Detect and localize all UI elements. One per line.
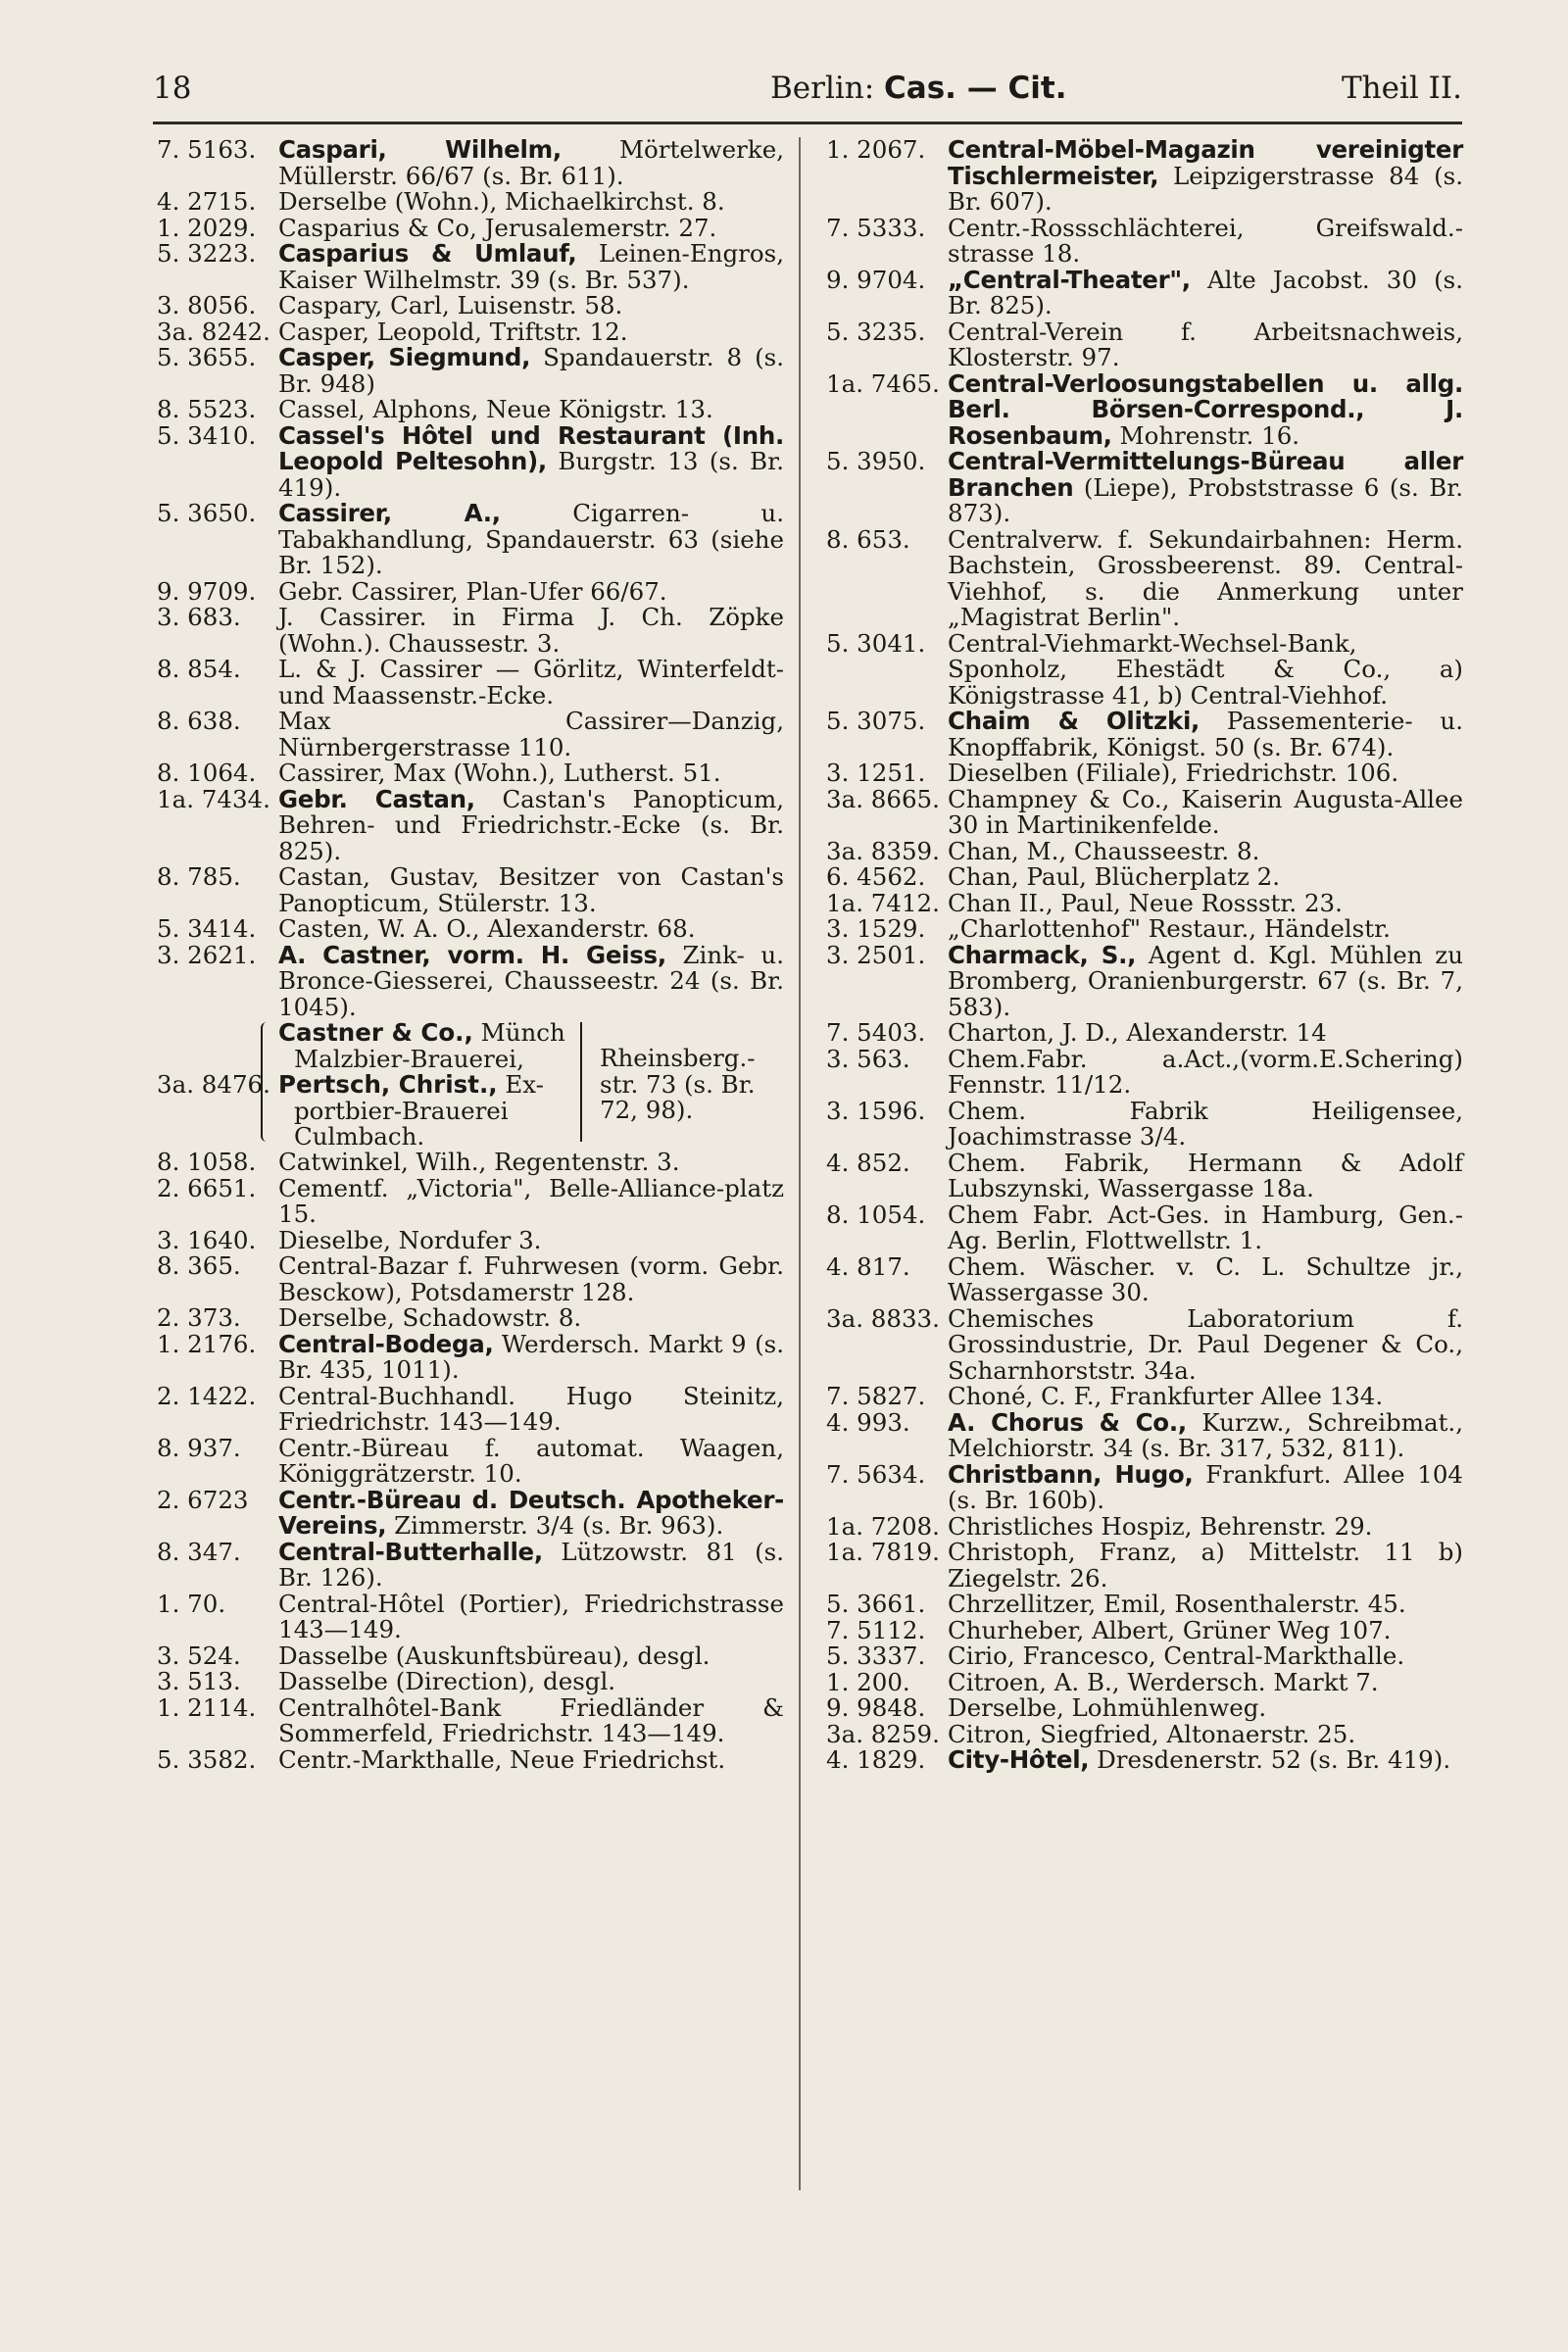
entry-number: 3. 1529. bbox=[826, 914, 926, 943]
directory-entry bbox=[157, 397, 784, 423]
directory-entry bbox=[826, 1747, 1463, 1774]
directory-entry bbox=[157, 189, 784, 216]
entry-number: 2. 6651. bbox=[157, 1173, 257, 1202]
entry-text: L. & J. Cassirer — Görlitz, Winterfeldt- und Maassenstr.-Ecke. bbox=[278, 655, 784, 710]
entry-number: 9. 9709. bbox=[157, 576, 257, 606]
entry-name: Central-Bodega, bbox=[278, 1329, 494, 1358]
entry-text: Dasselbe (Direction), desgl. bbox=[278, 1667, 616, 1695]
group-line bbox=[278, 1020, 582, 1047]
page-number: 18 bbox=[153, 71, 192, 106]
entry-number: 1a. 7465. bbox=[826, 368, 940, 398]
entry-number: 3. 8056. bbox=[157, 291, 257, 319]
entry-number: 1. 70. bbox=[157, 1589, 226, 1618]
entry-number: 3. 513. bbox=[157, 1667, 241, 1695]
entry-name: Cassel's Hôtel und Restaurant (Inh. Leopold Peltesohn), bbox=[278, 420, 784, 475]
directory-entry bbox=[826, 760, 1463, 787]
entry-number: 1a. 7412. bbox=[826, 888, 940, 917]
entry-text: Chem. Fabrik, Hermann & Adolf Lubszynski, Wassergasse 18a. bbox=[948, 1148, 1463, 1202]
entry-name: Charmack, S., bbox=[948, 940, 1137, 969]
directory-entry bbox=[826, 628, 1463, 710]
directory-entry bbox=[826, 1202, 1463, 1254]
entry-text: Central-Buchhandl. Hugo Steinitz, Friedrichstr. 143—149. bbox=[278, 1381, 784, 1436]
directory-entry bbox=[826, 1044, 1463, 1099]
entry-text: Christliches Hospiz, Behrenstr. 29. bbox=[948, 1511, 1373, 1541]
directory-entry bbox=[826, 213, 1463, 268]
entry-number: 3. 2501. bbox=[826, 940, 926, 969]
directory-entry bbox=[157, 916, 784, 943]
entry-name: Centr.-Büreau d. Deutsch. Apotheker-Vereins, bbox=[278, 1485, 784, 1540]
entry-text: Alte Jacobst. 30 (s. Br. 825). bbox=[948, 265, 1463, 319]
directory-entry bbox=[826, 1303, 1463, 1385]
entry-name: Central-Butterhalle, bbox=[278, 1537, 543, 1566]
entry-number: 8. 1054. bbox=[826, 1200, 926, 1229]
entry-name: A. Castner, vorm. H. Geiss, bbox=[278, 940, 666, 969]
entry-number: 6. 4562. bbox=[826, 862, 926, 891]
entry-number: 8. 1058. bbox=[157, 1148, 257, 1176]
entry-number: 3. 524. bbox=[157, 1641, 241, 1670]
entry-number: 3a. 8833. bbox=[826, 1303, 940, 1333]
entry-text: Castan's Panopticum, Behren- und Friedrichstr.-Ecke (s. Br. 825). bbox=[278, 784, 784, 865]
entry-text: Dasselbe (Auskunftsbüreau), desgl. bbox=[278, 1641, 710, 1670]
entry-text: Dresdenerstr. 52 (s. Br. 419). bbox=[1097, 1745, 1451, 1774]
entry-text: Dieselben (Filiale), Friedrichstr. 106. bbox=[948, 759, 1399, 787]
entry-text: Münch bbox=[480, 1018, 565, 1047]
entry-number: 9. 9848. bbox=[826, 1693, 926, 1722]
entry-number: 1. 2029. bbox=[157, 213, 257, 242]
entry-text: Cassel, Alphons, Neue Königstr. 13. bbox=[278, 395, 713, 423]
entry-number: 8. 365. bbox=[157, 1251, 241, 1280]
entry-text: Centr.-Rossschlächterei, Greifswald.-strasse 18. bbox=[948, 213, 1463, 268]
entry-number: 4. 817. bbox=[826, 1251, 910, 1281]
entry-number: 8. 347. bbox=[157, 1537, 241, 1566]
directory-entry bbox=[157, 940, 785, 1021]
column-divider bbox=[799, 137, 801, 2190]
entry-number: 5. 3337. bbox=[826, 1642, 926, 1670]
entry-text: J. Cassirer. in Firma J. Ch. Zöpke (Wohn.). Chaussestr. 3. bbox=[278, 603, 784, 658]
entry-number: 7. 5403. bbox=[826, 1018, 926, 1047]
directory-entry bbox=[826, 1148, 1463, 1202]
directory-entry bbox=[157, 319, 784, 346]
entry-text: Chemisches Laboratorium f. Grossindustrie, Dr. Paul Degener & Co., Scharnhorststr. 34a. bbox=[948, 1303, 1463, 1385]
entry-text: Centr.-Markthalle, Neue Friedrichst. bbox=[278, 1744, 726, 1774]
directory-entry bbox=[157, 605, 784, 657]
entry-number: 3. 1640. bbox=[157, 1225, 257, 1254]
entry-number: 5. 3410. bbox=[157, 420, 257, 450]
directory-entry bbox=[826, 1096, 1463, 1151]
directory-entry bbox=[826, 1511, 1463, 1541]
group-line: Culmbach. bbox=[294, 1122, 425, 1151]
entry-text: Leinen-Engros, Kaiser Wilhelmstr. 39 (s. Br. 537). bbox=[278, 239, 784, 294]
directory-entry bbox=[157, 864, 784, 916]
entry-text: Frankfurt. Allee 104 (s. Br. 160b). bbox=[948, 1459, 1463, 1514]
grouped-entry-names bbox=[278, 1020, 582, 1151]
entry-number: 1. 2114. bbox=[157, 1692, 257, 1722]
directory-entry bbox=[157, 1744, 784, 1774]
directory-entry bbox=[157, 293, 784, 319]
directory-entry bbox=[157, 1173, 784, 1228]
entry-name: Casper, Siegmund, bbox=[278, 343, 531, 371]
entry-number: 1a. 7434. bbox=[157, 784, 270, 813]
directory-entry bbox=[826, 368, 1463, 450]
entry-name: Central-Verloosungstabellen u. allg. Berl. Börsen-Correspond., J. Rosenbaum, bbox=[948, 368, 1463, 450]
directory-entry bbox=[826, 1251, 1463, 1306]
entry-name: Gebr. Castan, bbox=[278, 784, 475, 813]
entry-text: Werdersch. Markt 9 (s. Br. 435, 1011). bbox=[278, 1329, 784, 1384]
entry-text: Mohrenstr. 16. bbox=[1119, 420, 1300, 450]
directory-entry bbox=[826, 449, 1463, 527]
entry-number: 9. 9704. bbox=[826, 265, 926, 294]
directory-entry bbox=[826, 1020, 1463, 1047]
entry-text: „Charlottenhof" Restaur., Händelstr. bbox=[948, 914, 1391, 943]
entry-number: 5. 3041. bbox=[826, 628, 926, 658]
entry-name: Cassirer, A., bbox=[278, 499, 501, 527]
entry-text: Champney & Co., Kaiserin Augusta-Allee 30 in Martinikenfelde. bbox=[948, 784, 1463, 839]
directory-entry bbox=[826, 524, 1463, 631]
entry-text: Ex- bbox=[505, 1070, 544, 1099]
directory-entry bbox=[826, 1667, 1463, 1696]
directory-entry bbox=[157, 1669, 784, 1695]
directory-entry bbox=[826, 319, 1463, 371]
directory-entry bbox=[157, 420, 784, 502]
entry-text: Castan, Gustav, Besitzer von Castan's Panopticum, Stülerstr. 13. bbox=[278, 862, 784, 917]
directory-entry bbox=[826, 1719, 1463, 1748]
directory-entry bbox=[826, 265, 1463, 319]
entry-number: 7. 5112. bbox=[826, 1615, 926, 1644]
entry-number: 7. 5634. bbox=[826, 1459, 926, 1489]
entry-number: 5. 3650. bbox=[157, 499, 257, 527]
right-entry-list bbox=[826, 137, 1463, 1774]
directory-entry bbox=[826, 888, 1463, 917]
entry-text: Lützowstr. 81 (s. Br. 126). bbox=[278, 1537, 785, 1592]
entry-number: 3. 2621. bbox=[157, 940, 257, 969]
directory-entry bbox=[157, 760, 784, 787]
directory-entry bbox=[157, 1485, 784, 1540]
entry-text: Catwinkel, Wilh., Regentenstr. 3. bbox=[278, 1148, 680, 1176]
entry-number: 5. 3661. bbox=[826, 1590, 926, 1618]
directory-entry bbox=[826, 1459, 1463, 1514]
entry-text: Zimmerstr. 3/4 (s. Br. 963). bbox=[394, 1511, 724, 1540]
entry-text: (Liepe), Probststrasse 6 (s. Br. 873). bbox=[948, 472, 1464, 527]
entry-number: 3. 1251. bbox=[826, 759, 926, 787]
left-brace bbox=[261, 1022, 272, 1142]
left-entry-list bbox=[157, 137, 784, 1020]
entry-text: Churheber, Albert, Grüner Weg 107. bbox=[948, 1615, 1392, 1644]
entry-text: Charton, J. D., Alexanderstr. 14 bbox=[948, 1018, 1327, 1047]
entry-text: Zink- u. Bronce-Giesserei, Chausseestr. 24 (s. Br. 1045). bbox=[278, 940, 785, 1021]
entry-name: City-Hôtel, bbox=[948, 1745, 1090, 1774]
volume-part: Theil II. bbox=[1341, 71, 1462, 106]
entry-text: Casten, W. A. O., Alexanderstr. 68. bbox=[278, 914, 696, 943]
entry-name: Christbann, Hugo, bbox=[948, 1459, 1194, 1489]
directory-entry bbox=[826, 1407, 1463, 1462]
entry-number: 7. 5827. bbox=[826, 1382, 926, 1410]
directory-entry bbox=[826, 1592, 1463, 1618]
directory-entry bbox=[157, 1643, 784, 1670]
entry-text: Chem Fabr. Act-Ges. in Hamburg, Gen.-Ag. Berlin, Flottwellstr. 1. bbox=[948, 1200, 1463, 1254]
entry-text: Chan II., Paul, Neue Rossstr. 23. bbox=[948, 888, 1343, 917]
directory-entry bbox=[157, 1329, 784, 1384]
directory-entry bbox=[826, 1643, 1463, 1670]
entry-text: Choné, C. F., Frankfurter Allee 134. bbox=[948, 1382, 1384, 1410]
right-column bbox=[826, 137, 1463, 1774]
entry-text: Chrzellitzer, Emil, Rosenthalerstr. 45. bbox=[948, 1590, 1406, 1618]
entry-name: „Central-Theater", bbox=[948, 265, 1191, 294]
entry-text: Centralverw. f. Sekundairbahnen: Herm. Bachstein, Grossbeerenst. 89. Central-Viehhof, s. die Anmerkung unter „Magistrat Berlin". bbox=[948, 524, 1463, 631]
entry-number: 2. 1422. bbox=[157, 1381, 257, 1410]
entry-number: 1a. 7208. bbox=[826, 1511, 940, 1541]
entry-text: Chem.Fabr. a.Act.,(vorm.E.Schering) Fennstr. 11/12. bbox=[948, 1044, 1463, 1099]
entry-text: Central-Viehmarkt-Wechsel-Bank, Sponholz, Ehestädt & Co., a) Königstrasse 41, b) Central-Viehhof. bbox=[948, 628, 1463, 710]
entry-number: 5. 3582. bbox=[157, 1744, 257, 1774]
entry-text: Derselbe, Lohmühlenweg. bbox=[948, 1693, 1267, 1722]
directory-entry bbox=[157, 241, 784, 293]
entry-text: Cassirer, Max (Wohn.), Lutherst. 51. bbox=[278, 759, 721, 787]
entry-text: Derselbe, Schadowstr. 8. bbox=[278, 1303, 582, 1332]
entry-number: 1. 200. bbox=[826, 1667, 910, 1696]
entry-name: A. Chorus & Co., bbox=[948, 1407, 1187, 1437]
entry-number: 5. 3655. bbox=[157, 343, 257, 371]
entry-text: Chan, Paul, Blücherplatz 2. bbox=[948, 862, 1281, 891]
directory-entry bbox=[157, 345, 784, 397]
entry-text: Leipzigerstrasse 84 (s. Br. 607). bbox=[948, 161, 1463, 216]
header-rule bbox=[153, 122, 1462, 124]
entry-text: Burgstr. 13 (s. Br. 419). bbox=[278, 447, 784, 502]
directory-entry bbox=[157, 784, 784, 865]
directory-entry bbox=[826, 916, 1463, 943]
entry-number: 8. 785. bbox=[157, 862, 241, 891]
entry-range: Cas. — Cit. bbox=[884, 71, 1067, 106]
entry-text: Max Cassirer—Danzig, Nürnbergerstrasse 110. bbox=[278, 707, 784, 761]
entry-name: Pertsch, Christ., bbox=[278, 1070, 498, 1099]
directory-entry bbox=[826, 784, 1463, 839]
entry-number: 3a. 8476. bbox=[157, 1070, 270, 1099]
entry-number: 3. 563. bbox=[826, 1044, 910, 1073]
entry-name: Castner & Co., bbox=[278, 1018, 473, 1047]
entry-number: 8. 653. bbox=[826, 524, 910, 554]
entry-text: Chem. Wäscher. v. C. L. Schultze jr., Wassergasse 30. bbox=[948, 1251, 1463, 1306]
directory-entry bbox=[826, 1615, 1463, 1644]
entry-number: 7. 5163. bbox=[157, 135, 257, 164]
entry-text: Cirio, Francesco, Central-Markthalle. bbox=[948, 1642, 1405, 1670]
entry-number: 8. 854. bbox=[157, 655, 241, 683]
entry-text: Casparius & Co, Jerusalemerstr. 27. bbox=[278, 213, 717, 242]
entry-text: Derselbe (Wohn.), Michaelkirchst. 8. bbox=[278, 187, 725, 216]
entry-text: Spandauerstr. 8 (s. Br. 948) bbox=[278, 343, 784, 398]
entry-name: Caspari, Wilhelm, bbox=[278, 135, 562, 164]
entry-number: 2. 6723 bbox=[157, 1485, 249, 1514]
entry-name: Central-Vermittelungs-Büreau aller Branchen bbox=[948, 447, 1463, 502]
directory-entry bbox=[157, 213, 784, 242]
entry-number: 3a. 8242. bbox=[157, 317, 270, 346]
entry-number: 5. 3950. bbox=[826, 447, 926, 475]
entry-name: Central-Möbel-Magazin vereinigter Tischlermeister, bbox=[948, 135, 1463, 190]
entry-number: 5. 3075. bbox=[826, 707, 926, 735]
entry-number: 1. 2176. bbox=[157, 1329, 257, 1358]
left-entry-list-continued bbox=[157, 1150, 784, 1773]
group-address: Rheinsberg.-str. 73 (s. Br. 72, 98). bbox=[600, 1044, 756, 1124]
directory-entry bbox=[826, 709, 1463, 760]
directory-entry bbox=[157, 709, 784, 760]
entry-text: Casper, Leopold, Triftstr. 12. bbox=[278, 317, 628, 346]
entry-text: Christoph, Franz, a) Mittelstr. 11 b) Ziegelstr. 26. bbox=[948, 1538, 1463, 1592]
directory-entry bbox=[826, 1695, 1463, 1722]
entry-number: 5. 3235. bbox=[826, 317, 926, 346]
entry-number: 8. 1064. bbox=[157, 759, 257, 787]
directory-entry bbox=[826, 1540, 1463, 1592]
directory-entry bbox=[157, 1692, 784, 1747]
directory-entry bbox=[826, 836, 1463, 865]
entry-number: 3a. 8665. bbox=[826, 784, 940, 813]
entry-text: Centr.-Büreau f. automat. Waagen, Königgrätzerstr. 10. bbox=[278, 1433, 784, 1488]
directory-entry bbox=[157, 1589, 784, 1643]
directory-entry bbox=[157, 501, 784, 579]
entry-number: 3a. 8259. bbox=[826, 1719, 940, 1748]
entry-number: 8. 638. bbox=[157, 707, 241, 735]
directory-entry bbox=[157, 1305, 784, 1332]
entry-number: 8. 5523. bbox=[157, 395, 257, 423]
directory-entry bbox=[157, 1433, 784, 1488]
city-label: Berlin: bbox=[770, 71, 875, 106]
directory-entry bbox=[826, 864, 1463, 891]
entry-text: Chem. Fabrik Heiligensee, Joachimstrasse 3/4. bbox=[948, 1096, 1463, 1151]
directory-entry bbox=[157, 137, 784, 189]
entry-name: Casparius & Umlauf, bbox=[278, 239, 577, 268]
entry-text: Central-Verein f. Arbeitsnachweis, Klosterstr. 97. bbox=[948, 317, 1463, 371]
entry-number: 3a. 8359. bbox=[826, 836, 940, 865]
entry-text: Passementerie- u. Knopffabrik, Königst. 50 (s. Br. 674). bbox=[948, 707, 1463, 761]
entry-number: 2. 373. bbox=[157, 1303, 241, 1332]
entry-number: 4. 2715. bbox=[157, 187, 257, 216]
directory-entry bbox=[157, 576, 784, 606]
directory-entry bbox=[826, 1384, 1463, 1410]
entry-number: 4. 993. bbox=[826, 1407, 910, 1437]
group-line bbox=[278, 1072, 582, 1099]
entry-name: Chaim & Olitzki, bbox=[948, 707, 1200, 735]
directory-entry bbox=[157, 1381, 784, 1436]
entry-number: 5. 3223. bbox=[157, 239, 257, 268]
directory-entry bbox=[826, 137, 1463, 216]
entry-text: Central-Hôtel (Portier), Friedrichstrasse 143—149. bbox=[278, 1589, 784, 1643]
entry-text: Kurzw., Schreibmat., Melchiorstr. 34 (s. Br. 317, 532, 811). bbox=[948, 1407, 1463, 1462]
directory-entry bbox=[157, 1225, 784, 1254]
page-header bbox=[153, 65, 1462, 114]
running-title bbox=[770, 71, 1067, 106]
entry-text: Agent d. Kgl. Mühlen zu Bromberg, Oranienburgerstr. 67 (s. Br. 7, 583). bbox=[948, 940, 1463, 1021]
entry-text: Cementf. „Victoria", Belle-Alliance-platz 15. bbox=[278, 1173, 784, 1228]
entry-number: 1a. 7819. bbox=[826, 1538, 940, 1566]
entry-text: Central-Bazar f. Fuhrwesen (vorm. Gebr. Besckow), Potsdamerstr 128. bbox=[278, 1251, 784, 1306]
left-column bbox=[157, 137, 784, 1773]
entry-text: Dieselbe, Nordufer 3. bbox=[278, 1225, 542, 1254]
entry-number: 7. 5333. bbox=[826, 213, 926, 242]
entry-number: 1. 2067. bbox=[826, 135, 926, 164]
entry-text: Citron, Siegfried, Altonaerstr. 25. bbox=[948, 1719, 1356, 1748]
entry-text: Cigarren- u. Tabakhandlung, Spandauerstr. 63 (siehe Br. 152). bbox=[278, 499, 784, 579]
entry-number: 3. 1596. bbox=[826, 1096, 926, 1125]
directory-entry bbox=[157, 1253, 784, 1305]
entry-number: 4. 1829. bbox=[826, 1745, 926, 1774]
entry-text: Citroen, A. B., Werdersch. Markt 7. bbox=[948, 1667, 1379, 1696]
right-brace bbox=[580, 1022, 592, 1142]
entry-text: Centralhôtel-Bank Friedländer & Sommerfeld, Friedrichstr. 143—149. bbox=[278, 1692, 784, 1747]
directory-entry bbox=[157, 1150, 784, 1176]
group-line: portbier-Brauerei bbox=[294, 1096, 509, 1125]
directory-entry bbox=[157, 1537, 785, 1592]
entry-text: Gebr. Cassirer, Plan-Ufer 66/67. bbox=[278, 576, 667, 606]
grouped-entry bbox=[157, 1020, 784, 1150]
group-line: Malzbier-Brauerei, bbox=[294, 1044, 524, 1073]
entry-number: 4. 852. bbox=[826, 1148, 910, 1177]
directory-entry bbox=[826, 940, 1463, 1021]
entry-number: 3. 683. bbox=[157, 603, 241, 631]
entry-number: 8. 937. bbox=[157, 1433, 241, 1462]
directory-entry bbox=[157, 657, 784, 709]
entry-text: Mörtelwerke, Müllerstr. 66/67 (s. Br. 611). bbox=[278, 135, 784, 190]
entry-text: Caspary, Carl, Luisenstr. 58. bbox=[278, 291, 623, 319]
entry-number: 5. 3414. bbox=[157, 914, 257, 943]
entry-text: Chan, M., Chausseestr. 8. bbox=[948, 836, 1260, 865]
